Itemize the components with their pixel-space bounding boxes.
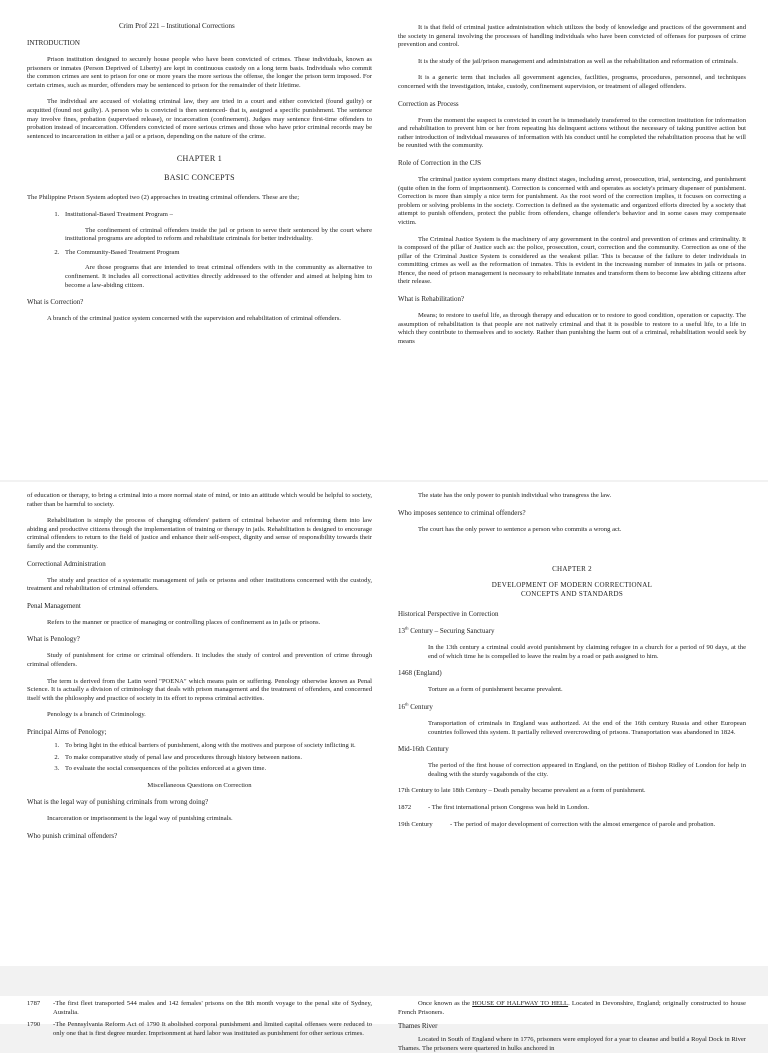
- era-heading-num: 13: [398, 627, 405, 636]
- paragraph: It is the study of the jail/prison management and administration as well as the rehabilitation and reformation of criminals.: [418, 57, 738, 65]
- document-page-4: [384, 482, 768, 966]
- paragraph: The study and practice of a systematic management of jails or prisons and other institutions concerned with the custody, treatment and rehabilitation of criminal offenders.: [27, 576, 372, 593]
- paragraph: In the 13th century a criminal could avoid punishment by claiming refugee in a church for a period of 90 days, at the end of which time he is compelled to leave the realm by a road or path assigned to him.: [428, 644, 746, 660]
- paragraph: The state has the only power to punish individual who transgress the law.: [418, 492, 612, 499]
- paragraph: Means; to restore to useful life, as through therapy and education or to restore to good condition, operation or capacity. The assumption of rehabilitation is that people are not natively criminal and that it is possible to restore to a useful life, to a life in which they contribute to themselves and to society. Rather than punishing the harm out of a criminal, rehabilitation would seek by means: [398, 312, 746, 345]
- paragraph: Located in South of England where in 1776, prisoners were employed for a year to cleanse and build a Royal Dock in River Thames. The prisoners were quartered in hulks anchored in: [398, 1036, 746, 1052]
- timeline-desc: -The Pennsylvania Reform Act of 1790 It abolished corporal punishment and limited capital offenses were reduced to only one that is first degree murder. Imprisonment at hard labor was instituted as punishment for other serious crimes.: [53, 1021, 372, 1037]
- era-heading-num: 16: [398, 702, 405, 711]
- chapter-title-line: CONCEPTS AND STANDARDS: [520, 590, 624, 599]
- text-run: . Located in Devonshire, England; originally constructed to house French Prisoners.: [398, 1000, 746, 1016]
- question-heading: What is Correction?: [27, 298, 84, 307]
- list-item: [61, 211, 372, 244]
- timeline-desc: -The first fleet transported 544 males and 142 females' prisons on the 8th month voyage to the penal site of Sydney, Australia.: [53, 1000, 372, 1016]
- document-page-5: [0, 996, 384, 1037]
- paragraph: The period of the first house of correction appeared in England, on the petition of Bishop Ridley of London for help in dealing with the sturdy vagabonds of the city.: [428, 762, 746, 778]
- timeline-row: [398, 804, 746, 813]
- aims-list: [27, 742, 372, 774]
- timeline-row: [398, 821, 746, 830]
- paragraph: The individual are accused of violating criminal law, they are tried in a court and either convicted (found guilty) or acquitted (found not guilty). A person who is convicted is then sentenced- that is, assigned a specific punishment. The sentence may involve fines, probation (supervised release), or incarceration (confinement). Judges may sentence first-time offenders to probation instead of incarceration. Offenders convicted of more serious crimes and those who have prior criminal records may be sentenced to incarceration in either a jail or a prison, depending on the nature of the crime.: [27, 98, 372, 140]
- list-item: [61, 249, 372, 290]
- era-heading: [398, 627, 746, 636]
- approach-description: The confinement of criminal offenders inside the jail or prison to serve their sentenced by the court where institutional programs are adopted to reform and rehabilitate criminals for better individuality.: [65, 226, 372, 243]
- chapter-title: BASIC CONCEPTS: [164, 173, 235, 183]
- timeline-year: 1790: [27, 1021, 41, 1029]
- timeline-year: 1872: [398, 803, 412, 811]
- question-heading: What is Penology?: [27, 635, 80, 644]
- question-heading: Who punish criminal offenders?: [27, 831, 118, 840]
- approach-title: The Community-Based Treatment Program: [65, 248, 180, 256]
- timeline-desc: - The period of major development of correction with the almost emergence of parole and probation.: [450, 820, 716, 828]
- document-page-2: [384, 0, 768, 480]
- approach-description: Are those programs that are intended to treat criminal offenders with in the community as alternative to confinement. It includes all correctional activities directly addressed to the offender and aimed at helping him to become a law-abiding citizen.: [65, 264, 372, 289]
- paragraph: It is that field of criminal justice administration which utilizes the body of knowledge and practices of the government and the society in general involving the processes of handling individuals who have been convicted of offenses for purposes of crime prevention and control.: [398, 24, 746, 49]
- paragraph: Torture as a form of punishment became prevalent.: [428, 686, 563, 694]
- section-heading: Historical Perspective in Correction: [398, 610, 499, 619]
- timeline-desc: - The first international prison Congress was held in London.: [428, 803, 590, 811]
- document-page-1: [0, 0, 384, 480]
- section-heading: Role of Correction in the CJS: [398, 158, 482, 167]
- section-heading: Penal Management: [27, 601, 81, 610]
- list-item: 1. To bring light in the ethical barriers of punishment, along with the motives and purpose of society inflicting it.: [61, 742, 372, 751]
- paragraph: The Philippine Prison System adopted two (2) approaches in treating criminal offenders. These are the;: [27, 194, 300, 202]
- question-heading: Who imposes sentence to criminal offenders?: [398, 508, 526, 517]
- list-item: 2. To make comparative study of penal law and procedures through history between nations.: [61, 754, 372, 763]
- era-heading: 1468 (England): [398, 669, 442, 678]
- chapter-number: CHAPTER 2: [552, 565, 592, 574]
- section-heading: Correction as Process: [398, 99, 459, 108]
- paragraph: A branch of the criminal justice system concerned with the supervision and rehabilitation of criminal offenders.: [47, 315, 341, 323]
- era-heading-text: Century – Securing Sanctuary: [408, 627, 495, 636]
- misc-heading: Miscellaneous Questions on Correction: [147, 781, 252, 789]
- era-heading-sup: th: [405, 701, 409, 707]
- era-heading: Mid-16th Century: [398, 745, 449, 754]
- era-heading-sup: th: [405, 625, 409, 631]
- paragraph: Rehabilitation is simply the process of changing offenders' pattern of criminal behavior and reforming them into law abiding and productive citizens through the implementation of training or therapy in jails. Rehabilitation is designed to encourage criminal offenders to return to the field of justice and enhance their self-respect, dignity and sense of responsibility towards their family and the community.: [27, 517, 372, 550]
- page-header: Crim Prof 221 – Institutional Corrections: [119, 22, 235, 30]
- section-heading: Principal Aims of Penology;: [27, 727, 107, 736]
- paragraph: Study of punishment for crime or criminal offenders. It includes the study of control and prevention of crime through criminal offenders.: [27, 652, 372, 668]
- timeline-row: [27, 1000, 372, 1017]
- list-item: 3. To evaluate the social consequences of the policies enforced at a given time.: [61, 765, 372, 774]
- paragraph: The Criminal Justice System is the machinery of any government in the control and prevention of crimes and criminality. It is composed of the pillar of Justice such as: the police, prosecution, court, correction and the community. Correction as one of the pillar of the Criminal Justice System is considered as the weakest pillar. This is because of the failure to deter individuals in committing crimes as well as the reformation of inmates. This is evident in the increasing number of inmates in jails or prisons. Hence, the need of prison management is necessary to rehabilitate inmates and transform them to become law abiding citizens after their release.: [398, 235, 746, 286]
- question-heading: What is Rehabilitation?: [398, 295, 465, 304]
- section-heading: Thames River: [398, 1022, 438, 1031]
- chapter-number: CHAPTER 1: [176, 154, 223, 164]
- approach-title: Institutional-Based Treatment Program –: [65, 210, 173, 218]
- paragraph: The court has the only power to sentence a person who commits a wrong act.: [418, 525, 622, 533]
- paragraph: The term is derived from the Latin word "POENA" which means pain or suffering. Penology otherwise known as Penal Science. It is actually a division of criminology that deals with prison management and the treatment of offenders, and concerned itself with the philosophy and practice of society in its effort to repress criminal activities.: [27, 677, 372, 702]
- chapter-title-line: DEVELOPMENT OF MODERN CORRECTIONAL: [491, 581, 653, 590]
- paragraph: The criminal justice system comprises many distinct stages, including arrest, prosecution, trial, sentencing, and punishment (quite often in the form of imprisonment). Correction is concerned with and operates as society's primary dispenser of punishment. Correction is more than simply a nice term for punishment. As the root word of the correction implies, it focuses on correcting a problem or solving problems in the society. Correction is defined as the systematic and organized efforts directed by a society that attempt to punish offenders, protect the public from offenders, change offender's behavior and in some cases may compensate victim.: [398, 175, 746, 226]
- era-heading: [398, 703, 746, 712]
- timeline-year: 1787: [27, 1000, 41, 1007]
- era-line: 17th Century to late 18th Century – Death penalty became prevalent as a form of punishment.: [398, 787, 646, 795]
- paragraph: It is a generic term that includes all government agencies, facilities, programs, procedures, personnel, and techniques concerned with the investigation, intake, custody, confinement supervision, or treatment of alleged offenders.: [398, 74, 746, 90]
- paragraph: of education or therapy, to bring a criminal into a more normal state of mind, or into an attitude which would be helpful to society, rather than be harmful to society.: [27, 492, 372, 508]
- section-heading: Correctional Administration: [27, 559, 106, 568]
- paragraph: Penology is a branch of Criminology.: [47, 711, 146, 719]
- approaches-list: [27, 211, 372, 290]
- timeline-row: [27, 1021, 372, 1038]
- document-page-3: [0, 482, 384, 966]
- paragraph: Incarceration or imprisonment is the legal way of punishing criminals.: [47, 815, 233, 823]
- paragraph: Transportation of criminals in England was authorized. At the end of the 16th century Russia and other European countries followed this system. It partially relieved overcrowding of prisons. Transportation was abandoned in 1824.: [428, 719, 746, 736]
- paragraph: Prison institution designed to securely house people who have been convicted of crimes. These individuals, known as prisoners or inmates (Person Deprived of Liberty) are kept in continuous custody on a long term basis. Individuals who commit the common crimes are sent to prison for one or more years the more serious the offense, the longer the prison term imposed. For certain crimes, such as murder, offenders may be sentenced to prison for the remainder of their lifetime.: [27, 56, 372, 89]
- underlined-term: HOUSE OF HALFWAY TO HELL: [472, 1000, 569, 1007]
- question-heading: What is the legal way of punishing criminals from wrong doing?: [27, 798, 209, 807]
- timeline-year: 19th Century: [398, 820, 433, 828]
- paragraph: Refers to the manner or practice of managing or controlling places of confinement as in jails or prisons.: [47, 618, 321, 626]
- intro-heading: INTRODUCTION: [27, 39, 80, 47]
- paragraph: [398, 1000, 746, 1017]
- paragraph: From the moment the suspect is convicted in court he is immediately transferred to the correction institution for information and rehabilitation to prevent him or her from repeating his delinquent actions without the necessary of taking punitive action but rather introduction of individual measures of information with his conduct until he completed the rehabilitation process that he will be reunited with the community.: [398, 116, 746, 150]
- text-run: Once known as the: [418, 1000, 473, 1007]
- document-page-6: [384, 996, 768, 1052]
- era-heading-text: Century: [408, 702, 433, 711]
